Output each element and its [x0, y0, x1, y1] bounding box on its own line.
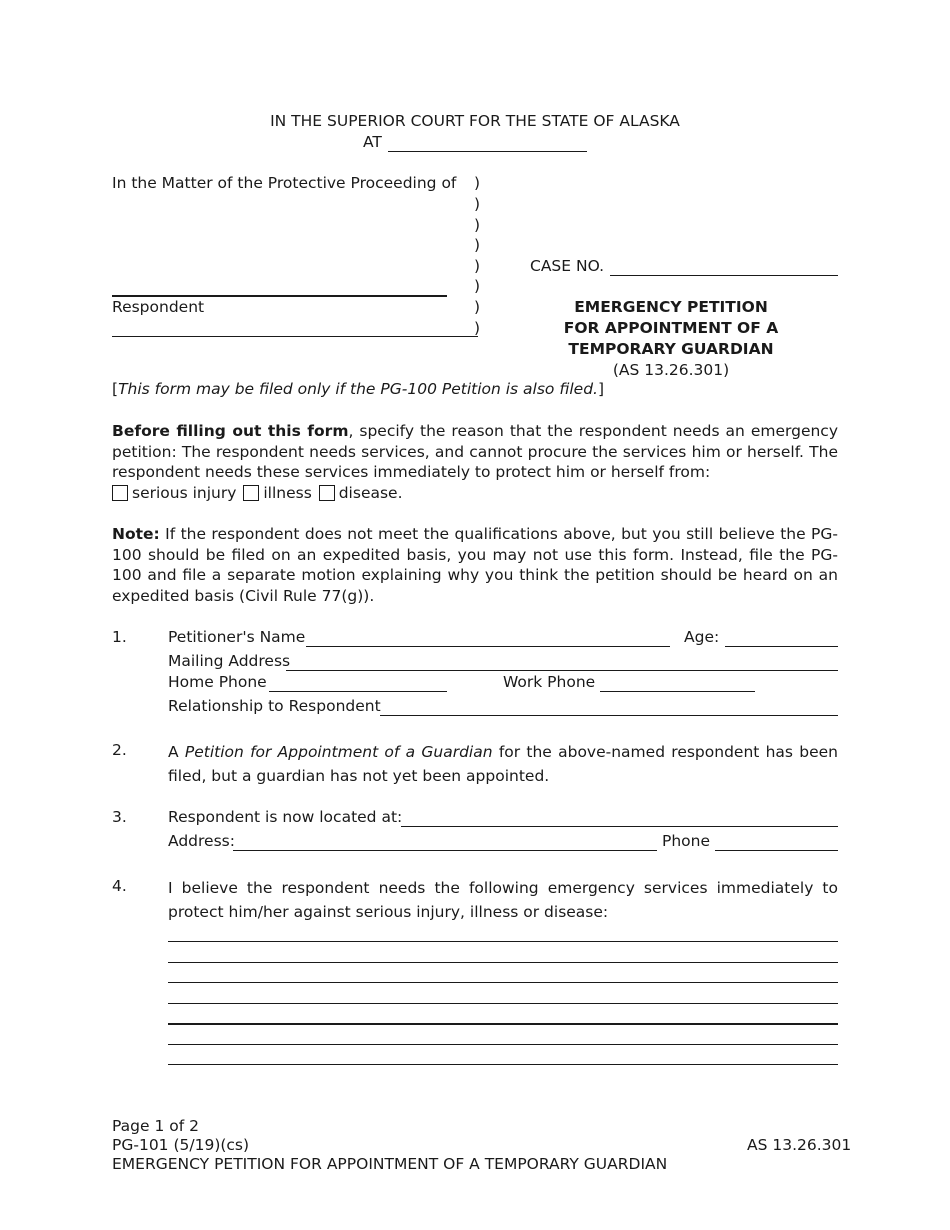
item-number: 1. [112, 628, 127, 646]
caption-paren: ) [474, 257, 481, 275]
case-no-field[interactable] [610, 275, 838, 276]
form-id: PG-101 (5/19)(cs) [112, 1136, 250, 1154]
services-line[interactable] [168, 941, 838, 942]
caption-paren: ) [474, 174, 481, 192]
petitioner-name-label: Petitioner's Name [168, 628, 306, 646]
home-phone-label: Home Phone [168, 673, 267, 691]
phone-label: Phone [662, 832, 711, 850]
relationship-label: Relationship to Respondent [168, 697, 381, 715]
item-number: 2. [112, 741, 127, 759]
page-number: Page 1 of 2 [112, 1117, 199, 1135]
note-paragraph [112, 524, 838, 606]
item-2-prefix: A [168, 743, 185, 761]
petitioner-name-field[interactable] [306, 646, 670, 647]
services-line[interactable] [168, 1044, 838, 1045]
address-label: Address: [168, 832, 235, 850]
intro-paragraph [112, 421, 838, 483]
illness-checkbox[interactable] [243, 485, 259, 501]
form-title-line: FOR APPOINTMENT OF A [563, 319, 779, 337]
services-line[interactable] [168, 1003, 838, 1004]
serious-injury-checkbox[interactable] [112, 485, 128, 501]
caption-paren: ) [474, 195, 481, 213]
at-label: AT [363, 133, 382, 151]
court-heading: IN THE SUPERIOR COURT FOR THE STATE OF ALASKA [270, 112, 680, 130]
item-2-rest: for the above-named respondent has been filed, but a guardian has not yet been appointed. [168, 743, 839, 785]
serious-injury-label: serious injury [132, 484, 237, 502]
address-field[interactable] [233, 850, 657, 851]
caption-paren: ) [474, 236, 481, 254]
filing-notice-text: This form may be filed only if the PG-100 Petition is also filed. [118, 380, 598, 398]
footer-statute: AS 13.26.301 [747, 1136, 852, 1154]
services-line[interactable] [168, 1023, 838, 1025]
bracket-open: [ [112, 380, 119, 398]
age-label: Age: [684, 628, 720, 646]
condition-options [112, 485, 403, 502]
mailing-address-field[interactable] [286, 670, 838, 671]
illness-label: illness [263, 484, 312, 502]
age-field[interactable] [725, 646, 838, 647]
phone-field[interactable] [715, 850, 838, 851]
item-number: 3. [112, 808, 127, 826]
work-phone-field[interactable] [600, 691, 755, 692]
bracket-close: ] [597, 380, 605, 398]
note-bold: Note: [112, 525, 160, 543]
mailing-address-label: Mailing Address [168, 652, 291, 670]
item-number: 4. [112, 877, 127, 895]
intro-text: , specify the reason that the respondent needs an emergency petition: The respondent needs services, and cannot procure the services him or herself. The respondent needs these services immediately to protect him or herself from: [112, 422, 838, 481]
item-2-italic: Petition for Appointment of a Guardian [184, 743, 493, 761]
caption-paren: ) [474, 216, 481, 234]
services-line[interactable] [168, 1064, 838, 1065]
caption-bottom-rule [112, 336, 478, 337]
services-line[interactable] [168, 982, 838, 983]
work-phone-label: Work Phone [503, 673, 596, 691]
disease-label: disease. [338, 484, 403, 502]
intro-bold: Before filling out this form [112, 422, 349, 440]
form-title-line: EMERGENCY PETITION [574, 298, 768, 316]
home-phone-field[interactable] [269, 691, 447, 692]
note-text: If the respondent does not meet the qualifications above, but you still believe the PG-100 should be filed on an expedited basis, you may not use this form. Instead, file the PG-100 and file a separate motion explaining why you think the petition should be heard on an expedited basis (Civil Rule 77(g)). [112, 525, 838, 605]
form-statute: (AS 13.26.301) [612, 361, 730, 379]
caption-paren: ) [474, 319, 481, 337]
services-line[interactable] [168, 962, 838, 963]
caption-paren: ) [474, 277, 481, 295]
matter-label: In the Matter of the Protective Proceeding of [112, 174, 457, 192]
respondent-name-field[interactable] [112, 295, 447, 297]
form-title-line: TEMPORARY GUARDIAN [568, 340, 774, 358]
located-field[interactable] [401, 826, 838, 827]
item-4-text: I believe the respondent needs the following emergency services immediately to protect him/her against serious injury, illness or disease: [168, 879, 838, 921]
caption-paren: ) [474, 298, 481, 316]
located-label: Respondent is now located at: [168, 808, 403, 826]
disease-checkbox[interactable] [319, 485, 335, 501]
case-no-label: CASE NO. [530, 257, 605, 275]
court-location-field[interactable] [388, 151, 587, 152]
respondent-label: Respondent [112, 298, 205, 316]
footer-title: EMERGENCY PETITION FOR APPOINTMENT OF A TEMPORARY GUARDIAN [112, 1155, 668, 1173]
relationship-field[interactable] [380, 715, 838, 716]
item-2-text [168, 740, 838, 788]
filing-notice [112, 382, 604, 398]
